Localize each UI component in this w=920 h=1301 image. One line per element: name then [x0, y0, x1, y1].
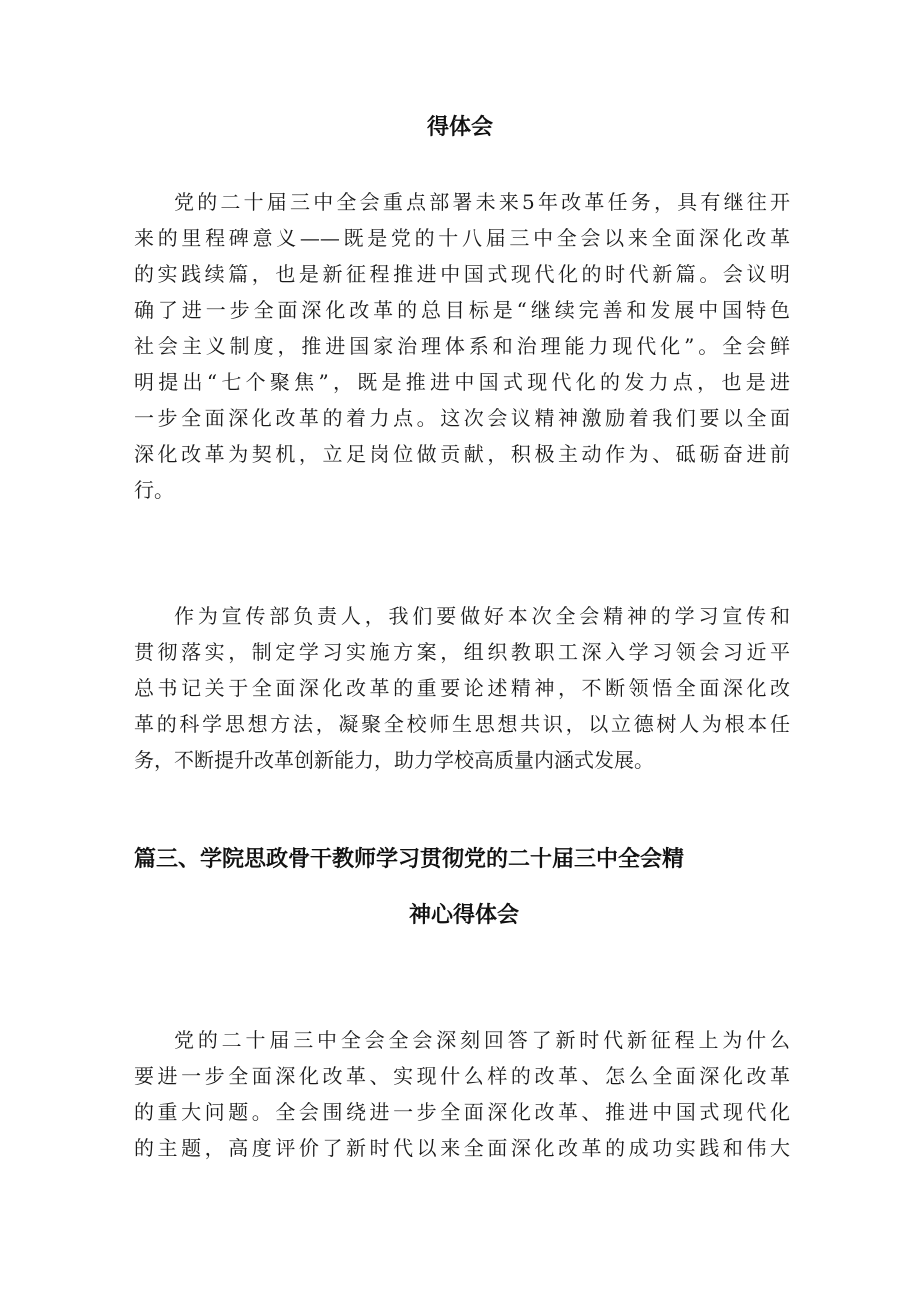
- text-line: 行。: [134, 478, 174, 502]
- text-line: 的主题，高度评价了新时代以来全面深化改革的成功实践和伟大: [134, 1136, 790, 1160]
- paragraph-1: [134, 184, 790, 508]
- paragraph-2: [134, 598, 790, 778]
- text-line: 的实践续篇，也是新征程推进中国式现代化的时代新篇。会议明: [134, 262, 790, 286]
- section-heading: [134, 832, 794, 944]
- text-line: 来的里程碑意义——既是党的十八届三中全会以来全面深化改革: [134, 226, 790, 250]
- text-line: 的重大问题。全会围绕进一步全面深化改革、推进中国式现代化: [134, 1100, 790, 1124]
- text-line: 社会主义制度，推进国家治理体系和治理能力现代化”。全会鲜: [134, 334, 790, 358]
- text-line: 深化改革为契机，立足岗位做贡献，积极主动作为、砥砺奋进前: [134, 442, 790, 466]
- text-line: 贯彻落实，制定学习实施方案，组织教职工深入学习领会习近平: [134, 640, 790, 664]
- section-heading-line2: 神心得体会: [408, 903, 519, 928]
- text-line: 要进一步全面深化改革、实现什么样的改革、怎么全面深化改革: [134, 1064, 790, 1088]
- text-line: 革的科学思想方法，凝聚全校师生思想共识，以立德树人为根本任: [134, 712, 790, 736]
- text-line: 一步全面深化改革的着力点。这次会议精神激励着我们要以全面: [134, 406, 790, 430]
- section-heading-line1: 篇三、学院思政骨干教师学习贯彻党的二十届三中全会精: [134, 847, 685, 872]
- heading-continuation: 得体会: [426, 115, 493, 140]
- text-line: 务，不断提升改革创新能力，助力学校高质量内涵式发展。: [134, 748, 654, 772]
- text-line: 党的二十届三中全会全会深刻回答了新时代新征程上为什么: [174, 1028, 790, 1052]
- text-line: 确了进一步全面深化改革的总目标是“继续完善和发展中国特色: [134, 298, 790, 322]
- text-line: 党的二十届三中全会重点部署未来5年改革任务，具有继往开: [174, 190, 790, 214]
- text-line: 作为宣传部负责人，我们要做好本次全会精神的学习宣传和: [174, 604, 790, 628]
- paragraph-3: [134, 1022, 790, 1166]
- text-line: 总书记关于全面深化改革的重要论述精神，不断领悟全面深化改: [134, 676, 790, 700]
- text-line: 明提出“七个聚焦”，既是推进中国式现代化的发力点，也是进: [134, 370, 790, 394]
